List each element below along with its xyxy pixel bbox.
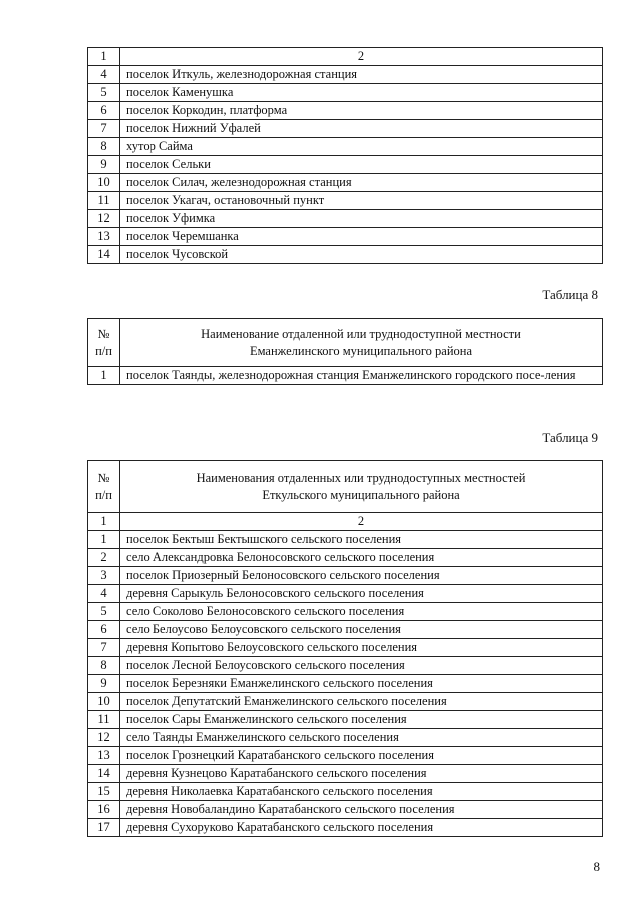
title-header-line2: Еманжелинского муниципального района xyxy=(249,344,473,358)
title-header-cell xyxy=(120,319,603,367)
table-row xyxy=(88,603,603,621)
table8 xyxy=(87,318,603,385)
settlement-name: деревня Новобаландино Каратабанского сельского поселения xyxy=(120,801,603,819)
settlement-name: деревня Сарыкуль Белоносовского сельского поселения xyxy=(120,585,603,603)
table-row xyxy=(88,549,603,567)
settlements-table-continued xyxy=(87,47,603,264)
row-number: 5 xyxy=(88,84,120,102)
table-row xyxy=(88,210,603,228)
title-header-line1: Наименование отдаленной или труднодоступной местности xyxy=(201,327,521,341)
settlement-name: поселок Иткуль, железнодорожная станция xyxy=(120,66,603,84)
row-number: 15 xyxy=(88,783,120,801)
settlement-name: поселок Березняки Еманжелинского сельского поселения xyxy=(120,675,603,693)
row-number: 4 xyxy=(88,585,120,603)
settlement-name: поселок Укагач, остановочный пункт xyxy=(120,192,603,210)
table-row xyxy=(88,585,603,603)
row-number: 12 xyxy=(88,210,120,228)
row-number: 13 xyxy=(88,747,120,765)
table-row xyxy=(88,66,603,84)
table-row xyxy=(88,621,603,639)
settlement-name: поселок Сельки xyxy=(120,156,603,174)
row-number: 12 xyxy=(88,729,120,747)
row-number: 10 xyxy=(88,174,120,192)
row-number: 3 xyxy=(88,567,120,585)
column-number-cell: 1 xyxy=(88,513,120,531)
table-header-row xyxy=(88,319,603,367)
settlement-name: деревня Николаевка Каратабанского сельского поселения xyxy=(120,783,603,801)
table9-caption: Таблица 9 xyxy=(542,430,598,445)
settlement-name: поселок Черемшанка xyxy=(120,228,603,246)
row-number: 10 xyxy=(88,693,120,711)
number-header-cell xyxy=(88,319,120,367)
table-row xyxy=(88,174,603,192)
table-row xyxy=(88,765,603,783)
table-header-row xyxy=(88,48,603,66)
table-row xyxy=(88,156,603,174)
row-number: 9 xyxy=(88,156,120,174)
settlement-name: деревня Копытово Белоусовского сельского поселения xyxy=(120,639,603,657)
title-header-line1: Наименования отдаленных или труднодоступных местностей xyxy=(196,471,526,485)
row-number: 11 xyxy=(88,711,120,729)
settlement-name: поселок Нижний Уфалей xyxy=(120,120,603,138)
settlement-name: поселок Грознецкий Каратабанского сельского поселения xyxy=(120,747,603,765)
number-header-cell xyxy=(88,461,120,513)
table-row xyxy=(88,801,603,819)
column-number-cell: 2 xyxy=(120,48,603,66)
title-header-line2: Еткульского муниципального района xyxy=(262,488,460,502)
settlement-name: поселок Таянды, железнодорожная станция Еманжелинского городского посе-ления xyxy=(120,367,603,385)
settlement-name: поселок Уфимка xyxy=(120,210,603,228)
table-row xyxy=(88,138,603,156)
table-row xyxy=(88,675,603,693)
row-number: 16 xyxy=(88,801,120,819)
row-number: 2 xyxy=(88,549,120,567)
row-number: 9 xyxy=(88,675,120,693)
settlement-name: поселок Чусовской xyxy=(120,246,603,264)
settlement-name: хутор Сайма xyxy=(120,138,603,156)
row-number: 1 xyxy=(88,531,120,549)
row-number: 1 xyxy=(88,367,120,385)
settlement-name: поселок Силач, железнодорожная станция xyxy=(120,174,603,192)
row-number: 8 xyxy=(88,657,120,675)
page-number: 8 xyxy=(593,859,600,874)
table-row xyxy=(88,783,603,801)
settlement-name: село Соколово Белоносовского сельского поселения xyxy=(120,603,603,621)
table-row xyxy=(88,747,603,765)
settlement-name: поселок Каменушка xyxy=(120,84,603,102)
title-header-cell xyxy=(120,461,603,513)
table-row xyxy=(88,120,603,138)
settlement-name: поселок Приозерный Белоносовского сельского поселения xyxy=(120,567,603,585)
table9 xyxy=(87,460,603,837)
number-header-line2: п/п xyxy=(95,488,112,502)
row-number: 11 xyxy=(88,192,120,210)
number-header-line1: № xyxy=(97,327,110,341)
settlement-name: село Таянды Еманжелинского сельского поселения xyxy=(120,729,603,747)
row-number: 8 xyxy=(88,138,120,156)
settlement-name: поселок Бектыш Бектышского сельского поселения xyxy=(120,531,603,549)
table-row xyxy=(88,657,603,675)
table-row xyxy=(88,729,603,747)
settlement-name: поселок Сары Еманжелинского сельского поселения xyxy=(120,711,603,729)
table-row xyxy=(88,711,603,729)
row-number: 6 xyxy=(88,102,120,120)
table-row xyxy=(88,246,603,264)
table-header-row xyxy=(88,461,603,513)
row-number: 5 xyxy=(88,603,120,621)
table8-caption: Таблица 8 xyxy=(542,287,598,302)
row-number: 7 xyxy=(88,120,120,138)
settlement-name: село Белоусово Белоусовского сельского поселения xyxy=(120,621,603,639)
row-number: 7 xyxy=(88,639,120,657)
number-header-line1: № xyxy=(97,471,110,485)
settlement-name: деревня Кузнецово Каратабанского сельского поселения xyxy=(120,765,603,783)
table-row xyxy=(88,84,603,102)
table-row xyxy=(88,367,603,385)
table-row xyxy=(88,567,603,585)
table-row xyxy=(88,693,603,711)
table-row xyxy=(88,639,603,657)
settlement-name: село Александровка Белоносовского сельского поселения xyxy=(120,549,603,567)
settlement-name: поселок Коркодин, платформа xyxy=(120,102,603,120)
table-column-numbers-row xyxy=(88,513,603,531)
row-number: 4 xyxy=(88,66,120,84)
settlement-name: деревня Сухоруково Каратабанского сельского поселения xyxy=(120,819,603,837)
table-row xyxy=(88,102,603,120)
row-number: 13 xyxy=(88,228,120,246)
settlement-name: поселок Депутатский Еманжелинского сельского поселения xyxy=(120,693,603,711)
table-row xyxy=(88,819,603,837)
row-number: 17 xyxy=(88,819,120,837)
number-header-line2: п/п xyxy=(95,344,112,358)
row-number: 6 xyxy=(88,621,120,639)
table-row xyxy=(88,531,603,549)
row-number: 14 xyxy=(88,246,120,264)
settlement-name: поселок Лесной Белоусовского сельского поселения xyxy=(120,657,603,675)
column-number-cell: 2 xyxy=(120,513,603,531)
column-number-cell: 1 xyxy=(88,48,120,66)
table-row xyxy=(88,228,603,246)
row-number: 14 xyxy=(88,765,120,783)
table-row xyxy=(88,192,603,210)
